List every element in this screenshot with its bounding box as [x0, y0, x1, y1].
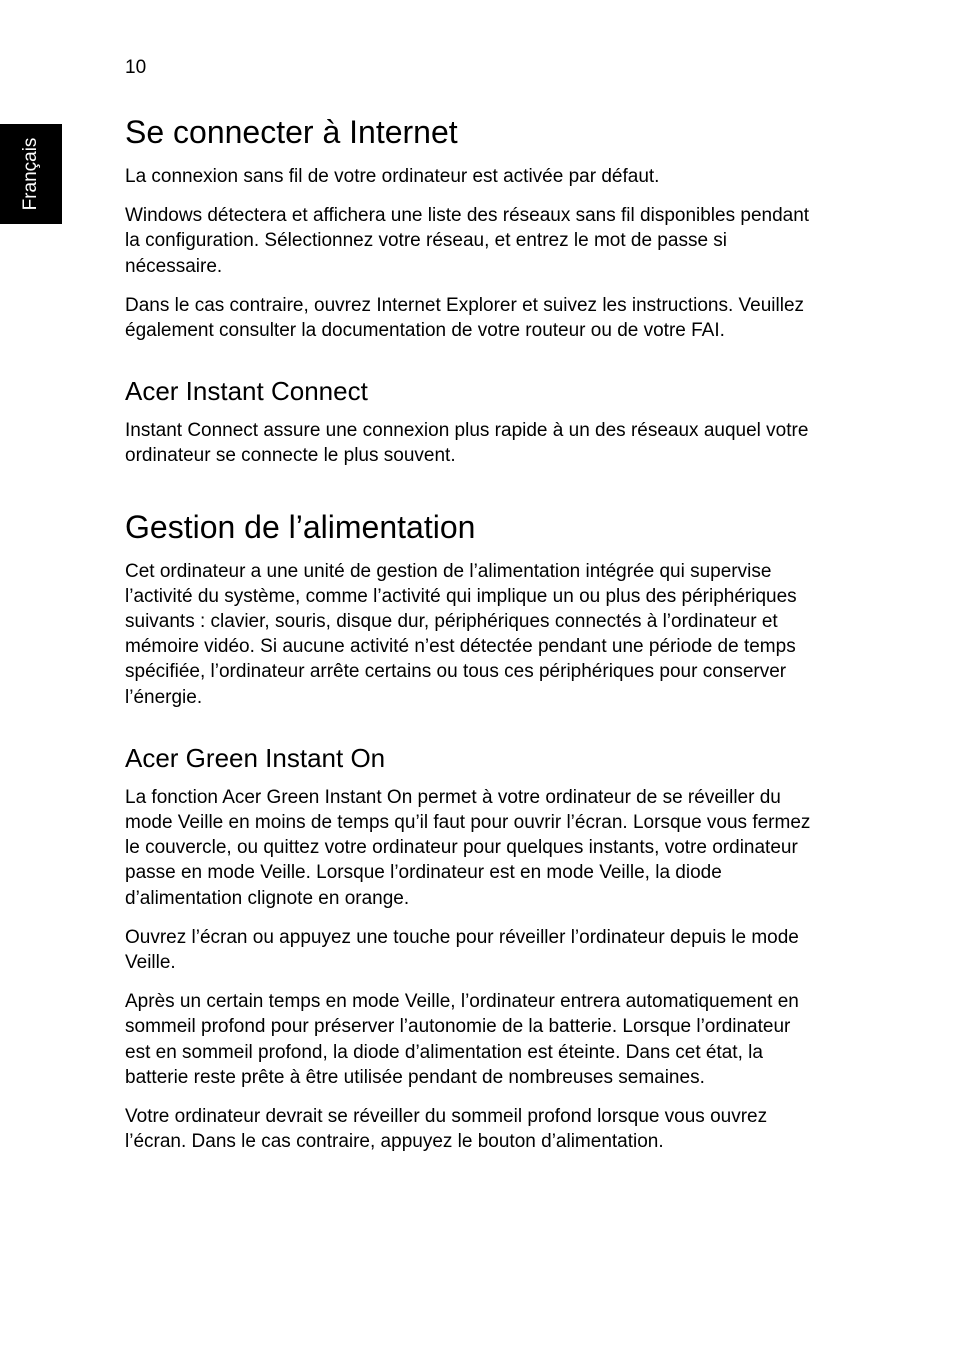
paragraph: Votre ordinateur devrait se réveiller du sommeil profond lorsque vous ouvrez l’écran. Dans le cas contraire, appuyez le bouton d’alimentation.	[125, 1106, 768, 1153]
paragraph: Cet ordinateur a une unité de gestion de l’alimentation intégrée qui supervise l’activité du système, comme l’activité qui implique un ou plus des périphériques suivants : clavier, souris, disque dur, périphériques connectés à l’ordinateur et mémoire vidéo. Si aucune activité n’est détectée pendant une période de temps spécifiée, l’ordinateur arrête certains ou tous ces périphériques pour conserver l’énergie.	[125, 560, 797, 708]
paragraph: La fonction Acer Green Instant On permet à votre ordinateur de se réveiller du mode Veille en moins de temps qu’il faut pour ouvrir l’écran. Lorsque vous fermez le couvercle, ou quittez votre ordinateur pour quelques instants, votre ordinateur passe en mode Veille. Lorsque l’ordinateur est en mode Veille, la diode d’alimentation clignote en orange.	[125, 786, 811, 909]
language-tab-label: Français	[20, 137, 41, 211]
language-tab	[0, 124, 62, 224]
paragraph: Dans le cas contraire, ouvrez Internet Explorer et suivez les instructions. Veuillez également consulter la documentation de votre routeur ou de votre FAI.	[125, 294, 805, 342]
heading-internet: Se connecter à Internet	[125, 114, 458, 150]
page-content	[125, 112, 815, 1168]
page-number: 10	[125, 57, 147, 78]
paragraph: Après un certain temps en mode Veille, l’ordinateur entrera automatiquement en sommeil profond pour préserver l’autonomie de la batterie. Lorsque l’ordinateur est en sommeil profond, la diode d’alimentation est éteinte. Dans cet état, la batterie reste prête à être utilisée pendant de nombreuses semaines.	[125, 991, 799, 1088]
paragraph: Ouvrez l’écran ou appuyez une touche pour réveiller l’ordinateur depuis le mode Veille.	[125, 926, 799, 974]
heading-instant-connect: Acer Instant Connect	[125, 376, 368, 407]
heading-green-instant-on: Acer Green Instant On	[125, 742, 386, 773]
paragraph: Instant Connect assure une connexion plus rapide à un des réseaux auquel votre ordinateur se connecte le plus souvent.	[125, 420, 809, 467]
paragraph: Windows détectera et affichera une liste des réseaux sans fil disponibles pendant la configuration. Sélectionnez votre réseau, et entrez le mot de passe si nécessaire.	[125, 205, 810, 277]
heading-power-management: Gestion de l’alimentation	[125, 508, 476, 545]
paragraph: La connexion sans fil de votre ordinateur est activée par défaut.	[125, 166, 660, 187]
